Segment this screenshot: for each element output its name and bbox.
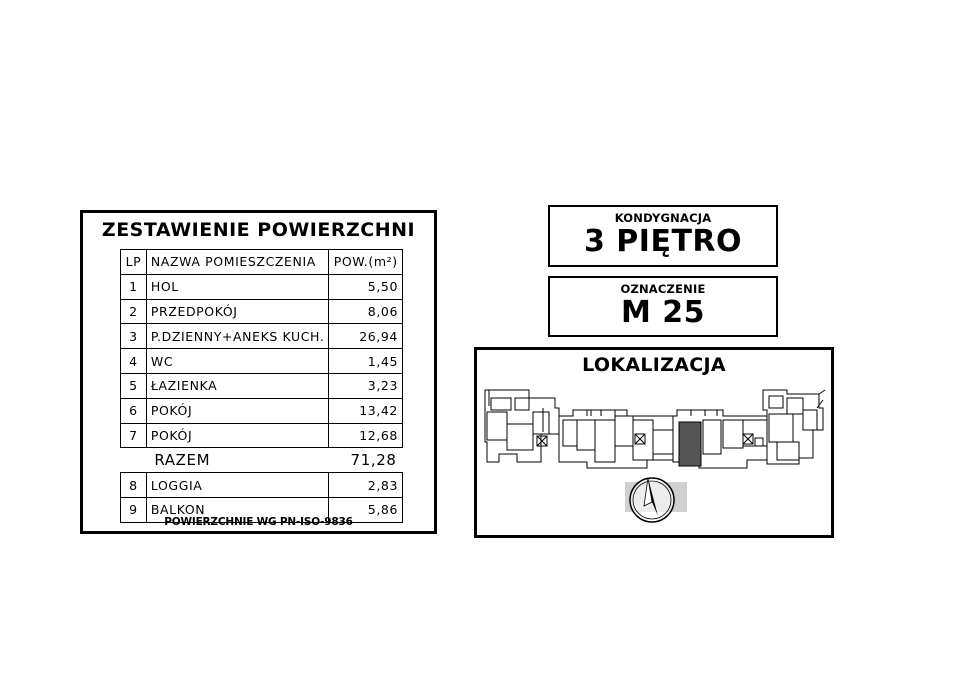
table-row: [121, 423, 403, 448]
table-row: [121, 473, 403, 498]
location-title: LOKALIZACJA: [582, 354, 726, 376]
table-row: [121, 274, 403, 299]
standard-note: POWIERZCHNIE WG PN-ISO-9836: [164, 516, 353, 528]
building-location-plan: [477, 350, 831, 535]
designation-label: OZNACZENIE: [620, 282, 706, 296]
highlighted-apartment: [679, 422, 701, 466]
total-row: [121, 448, 403, 473]
room-lp: 2: [121, 299, 147, 324]
room-lp: 5: [121, 373, 147, 398]
designation-value: M 25: [620, 295, 706, 330]
header-lp: LP: [121, 250, 147, 275]
extra-lp: 8: [121, 473, 147, 498]
table-row: [121, 324, 403, 349]
floor-box: [548, 205, 778, 267]
room-area: 12,68: [329, 423, 403, 448]
room-lp: 3: [121, 324, 147, 349]
floor-label: KONDYGNACJA: [614, 211, 712, 225]
floor-value: 3 PIĘTRO: [583, 224, 743, 259]
room-area: 5,50: [329, 274, 403, 299]
room-area: 3,23: [329, 373, 403, 398]
header-area: POW.(m²): [329, 250, 403, 275]
total-area: 71,28: [329, 448, 403, 473]
room-area: 1,45: [329, 349, 403, 374]
summary-title: ZESTAWIENIE POWIERZCHNI: [101, 219, 416, 241]
table-row: [121, 349, 403, 374]
room-name: ŁAZIENKA: [146, 373, 329, 398]
room-area: 26,94: [329, 324, 403, 349]
room-lp: 4: [121, 349, 147, 374]
extra-name: BALKON: [146, 497, 329, 522]
header-name: NAZWA POMIESZCZENIA: [146, 250, 329, 275]
room-lp: 6: [121, 398, 147, 423]
room-lp: 7: [121, 423, 147, 448]
room-name: WC: [146, 349, 329, 374]
table-row: [121, 373, 403, 398]
extra-name: LOGGIA: [146, 473, 329, 498]
area-table: [120, 249, 403, 523]
total-label: [146, 448, 329, 473]
room-name: POKÓJ: [146, 398, 329, 423]
area-summary-table-panel: [80, 210, 437, 534]
room-name: HOL: [146, 274, 329, 299]
building-outline-left: [485, 390, 559, 462]
location-panel: [474, 347, 834, 538]
table-row: [121, 299, 403, 324]
designation-box: [548, 276, 778, 337]
total-lp: [121, 448, 147, 473]
extra-area: 5,86: [329, 497, 403, 522]
room-area: 13,42: [329, 398, 403, 423]
room-area: 8,06: [329, 299, 403, 324]
table-row: [121, 398, 403, 423]
building-outline-center-left: [559, 410, 673, 468]
table-header-row: [121, 250, 403, 275]
room-lp: 1: [121, 274, 147, 299]
extra-area: 2,83: [329, 473, 403, 498]
room-name: P.DZIENNY+ANEKS KUCH.: [146, 324, 329, 349]
room-name: POKÓJ: [146, 423, 329, 448]
total-label-text: RAZEM: [154, 451, 211, 470]
room-name: PRZEDPOKÓJ: [146, 299, 329, 324]
north-arrow-icon: [625, 478, 687, 522]
extra-lp: 9: [121, 497, 147, 522]
